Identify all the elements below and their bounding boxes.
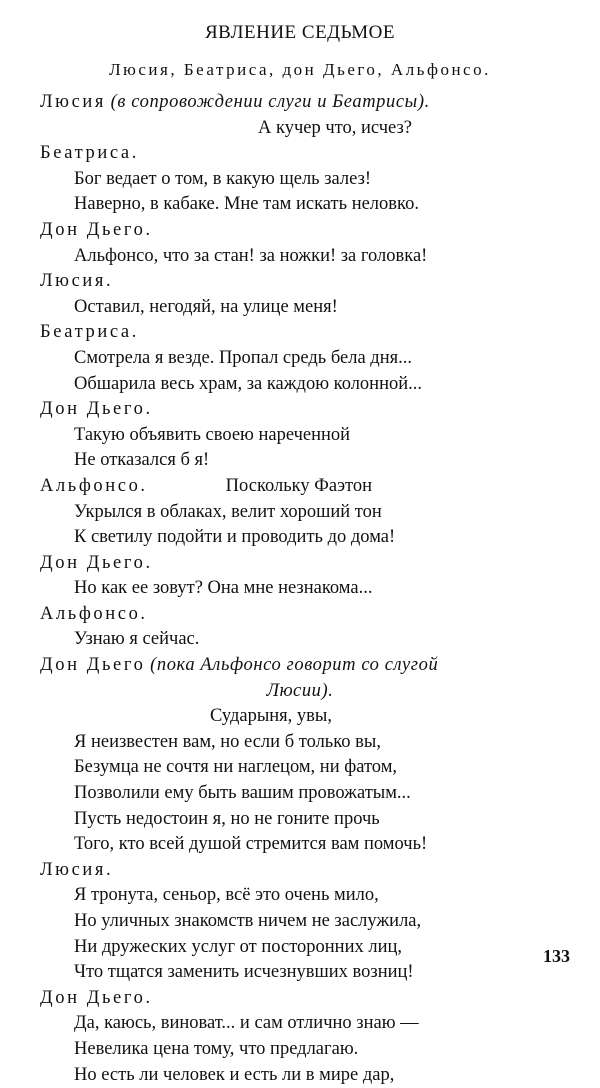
speaker-line xyxy=(40,90,560,116)
verse-line: Такую объявить своею нареченной xyxy=(74,424,351,445)
stage-direction: (в сопровождении слуги и Беатрисы). xyxy=(110,92,430,112)
speaker-name: Дон Дьего. xyxy=(40,219,153,240)
speaker-line xyxy=(40,653,560,679)
speaker-name: Альфонсо. xyxy=(40,603,148,624)
cast-list: Люсия, Беатриса, дон Дьего, Альфонсо. xyxy=(109,60,491,79)
verse-line: Того, кто всей душой стремится вам помочь! xyxy=(74,834,428,855)
verse-line: Обшарила весь храм, за каждою колонной... xyxy=(74,373,423,394)
speaker-name: Люсия. xyxy=(40,271,114,292)
page-number: 133 xyxy=(543,946,570,966)
speaker-line xyxy=(40,474,560,500)
stage-direction: (пока Альфонсо говорит со слугой xyxy=(150,655,439,676)
verse-line: Безумца не сочтя ни наглецом, ни фатом, xyxy=(74,757,398,778)
scene-title: ЯВЛЕНИЕ СЕДЬМОЕ xyxy=(204,22,396,43)
stage-direction: Люсии). xyxy=(266,680,334,701)
verse-line: Бог ведает о том, в какую щель залез! xyxy=(74,168,372,189)
verse-line: К светилу подойти и проводить до дома! xyxy=(74,527,396,548)
verse-line: Ни дружеских услуг от посторонних лиц, xyxy=(74,936,403,957)
verse-line: Укрылся в облаках, велит хороший тон xyxy=(74,501,382,522)
verse-line: Пусть недостоин я, но не гоните прочь xyxy=(74,808,380,829)
verse-line: Да, каюсь, виноват... и сам отлично знаю — xyxy=(74,1013,419,1034)
speaker-name: Дон Дьего xyxy=(40,655,146,676)
verse-line: Альфонсо, что за стан! за ножки! за головка! xyxy=(74,245,428,266)
speaker-name: Дон Дьего. xyxy=(40,399,153,420)
verse-line: Но уличных знакомств ничем не заслужила, xyxy=(74,911,422,931)
speaker-name: Дон Дьего. xyxy=(40,552,153,573)
play-text xyxy=(40,90,560,1088)
verse-line: Узнаю я сейчас. xyxy=(74,629,200,650)
verse-line: Но как ее зовут? Она мне незнакома... xyxy=(74,578,373,599)
verse-line: Позволили ему быть вашим провожатым... xyxy=(74,783,411,804)
speaker-name: Альфонсо. xyxy=(40,475,148,496)
speaker-name: Беатриса. xyxy=(40,322,139,343)
speaker-name: Люсия. xyxy=(40,859,114,880)
speaker-name: Беатриса. xyxy=(40,143,139,164)
verse-line: Поскольку Фаэтон xyxy=(225,475,373,496)
verse-line: Но есть ли человек и есть ли в мире дар, xyxy=(74,1064,395,1085)
verse-line: Оставил, негодяй, на улице меня! xyxy=(74,296,338,317)
verse-line: Я неизвестен вам, но если б только вы, xyxy=(74,731,381,752)
verse-line: Что тщатся заменить исчезнувших возниц! xyxy=(74,962,414,983)
verse-line: Смотрела я везде. Пропал средь бела дня... xyxy=(74,347,412,368)
speaker-name: Люсия xyxy=(40,92,106,112)
verse-line: Невелика цена тому, что предлагаю. xyxy=(74,1038,359,1059)
verse-line: Я тронута, сеньор, всё это очень мило, xyxy=(74,885,379,906)
verse-line: А кучер что, исчез? xyxy=(258,117,412,138)
verse-line: Наверно, в кабаке. Мне там искать неловко. xyxy=(74,194,419,215)
verse-line: Сударыня, увы, xyxy=(210,706,332,727)
speaker-name: Дон Дьего. xyxy=(40,987,153,1008)
verse-line: Не отказался б я! xyxy=(74,450,210,471)
